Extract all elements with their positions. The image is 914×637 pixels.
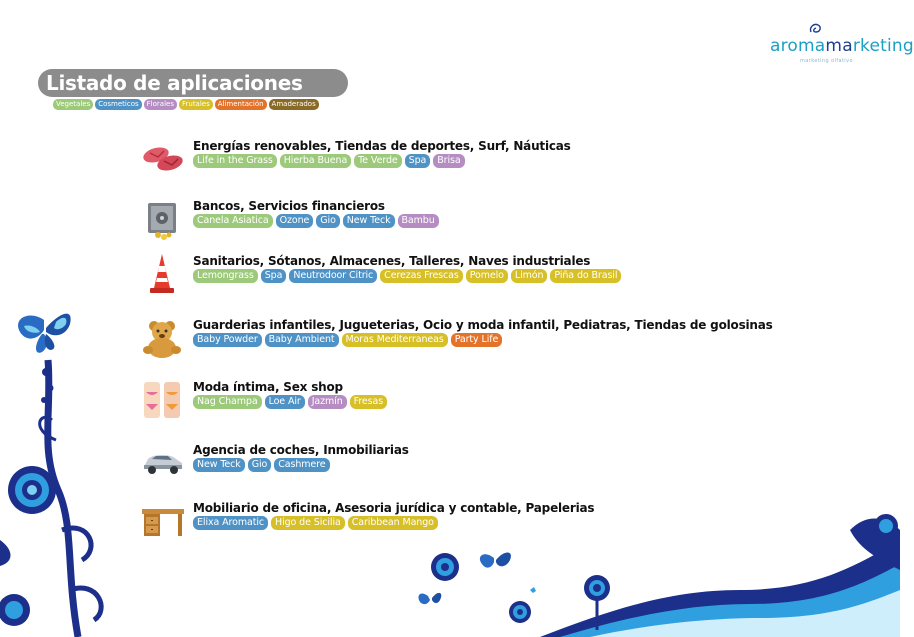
aroma-tag: Baby Powder — [193, 333, 262, 347]
aroma-tag: Spa — [261, 269, 287, 283]
aroma-tag: Cerezas Frescas — [380, 269, 463, 283]
butterfly-icon — [18, 314, 71, 353]
safe-icon — [140, 197, 186, 241]
aroma-tag: Gio — [316, 214, 340, 228]
aroma-tag: Loe Air — [265, 395, 305, 409]
brand-logo — [770, 22, 914, 66]
aroma-tag: Spa — [405, 154, 431, 168]
aroma-tag-list — [193, 458, 330, 472]
page-title: Listado de aplicaciones — [46, 71, 303, 95]
aroma-tag: Neutrodoor Citric — [289, 269, 377, 283]
butterfly-icon — [480, 553, 511, 568]
aroma-tag: Jazmín — [308, 395, 347, 409]
desk-icon — [140, 499, 186, 543]
aroma-tag: Gio — [248, 458, 272, 472]
aroma-tag: Baby Ambient — [265, 333, 339, 347]
aroma-tag: Brisa — [433, 154, 464, 168]
flower-icon — [8, 466, 56, 514]
aroma-tag: Pomelo — [466, 269, 508, 283]
aroma-tag-list — [193, 516, 438, 530]
aroma-tag-list — [193, 395, 387, 409]
application-heading: Agencia de coches, Inmobiliarias — [193, 443, 409, 457]
aroma-tag: New Teck — [193, 458, 245, 472]
aroma-tag-list — [193, 214, 439, 228]
aroma-tag: Cashmere — [274, 458, 329, 472]
legend-item: Cosmeticos — [95, 99, 141, 110]
flip-flops-icon — [140, 137, 186, 181]
aroma-tag: Ozone — [276, 214, 314, 228]
logo-tagline: marketing olfativo — [800, 58, 853, 64]
aroma-tag: Life in the Grass — [193, 154, 277, 168]
floral-decoration-left — [0, 300, 120, 637]
aroma-tag: Elixa Aromatic — [193, 516, 268, 530]
aroma-tag: Fresas — [350, 395, 387, 409]
legend-item: Amaderados — [269, 99, 319, 110]
application-heading: Sanitarios, Sótanos, Almacenes, Talleres, Naves industriales — [193, 254, 591, 268]
aroma-tag: New Teck — [343, 214, 395, 228]
aroma-tag: Te Verde — [354, 154, 401, 168]
application-heading: Guarderias infantiles, Jugueterias, Ocio y moda infantil, Pediatras, Tiendas de golosinas — [193, 318, 773, 332]
aroma-tag-list — [193, 269, 621, 283]
aroma-tag: Canela Asiatica — [193, 214, 273, 228]
traffic-cone-icon — [140, 252, 186, 296]
aroma-tag-list — [193, 333, 502, 347]
aroma-tag: Party Life — [451, 333, 503, 347]
flower-icon — [509, 601, 531, 623]
aroma-tag: Hierba Buena — [280, 154, 351, 168]
aroma-tag: Caribbean Mango — [348, 516, 438, 530]
category-legend — [53, 99, 319, 110]
wave-decoration-bottom — [410, 500, 900, 637]
aroma-tag: Higo de Sicilia — [271, 516, 345, 530]
aroma-tag: Lemongrass — [193, 269, 258, 283]
lingerie-icon — [140, 378, 186, 422]
logo-swirl-icon — [808, 22, 824, 36]
application-heading: Moda íntima, Sex shop — [193, 380, 343, 394]
car-icon — [140, 441, 186, 485]
application-heading: Bancos, Servicios financieros — [193, 199, 385, 213]
aroma-tag-list — [193, 154, 465, 168]
logo-wordmark: aromamarketing — [770, 36, 914, 56]
legend-item: Florales — [144, 99, 177, 110]
legend-item: Alimentación — [215, 99, 267, 110]
teddy-bear-icon — [140, 316, 186, 360]
aroma-tag: Piña do Brasil — [550, 269, 621, 283]
aroma-tag: Bambu — [398, 214, 439, 228]
application-heading: Energías renovables, Tiendas de deportes, Surf, Náuticas — [193, 139, 571, 153]
aroma-tag: Limón — [511, 269, 548, 283]
flower-icon — [431, 553, 459, 581]
application-heading: Mobiliario de oficina, Asesoria jurídica y contable, Papelerias — [193, 501, 595, 515]
butterfly-icon — [418, 593, 441, 604]
page-title-bar — [38, 69, 348, 97]
legend-item: Vegetales — [53, 99, 93, 110]
legend-item: Frutales — [179, 99, 213, 110]
aroma-tag: Moras Mediterraneas — [342, 333, 448, 347]
aroma-tag: Nag Champa — [193, 395, 262, 409]
flower-icon — [584, 575, 610, 601]
